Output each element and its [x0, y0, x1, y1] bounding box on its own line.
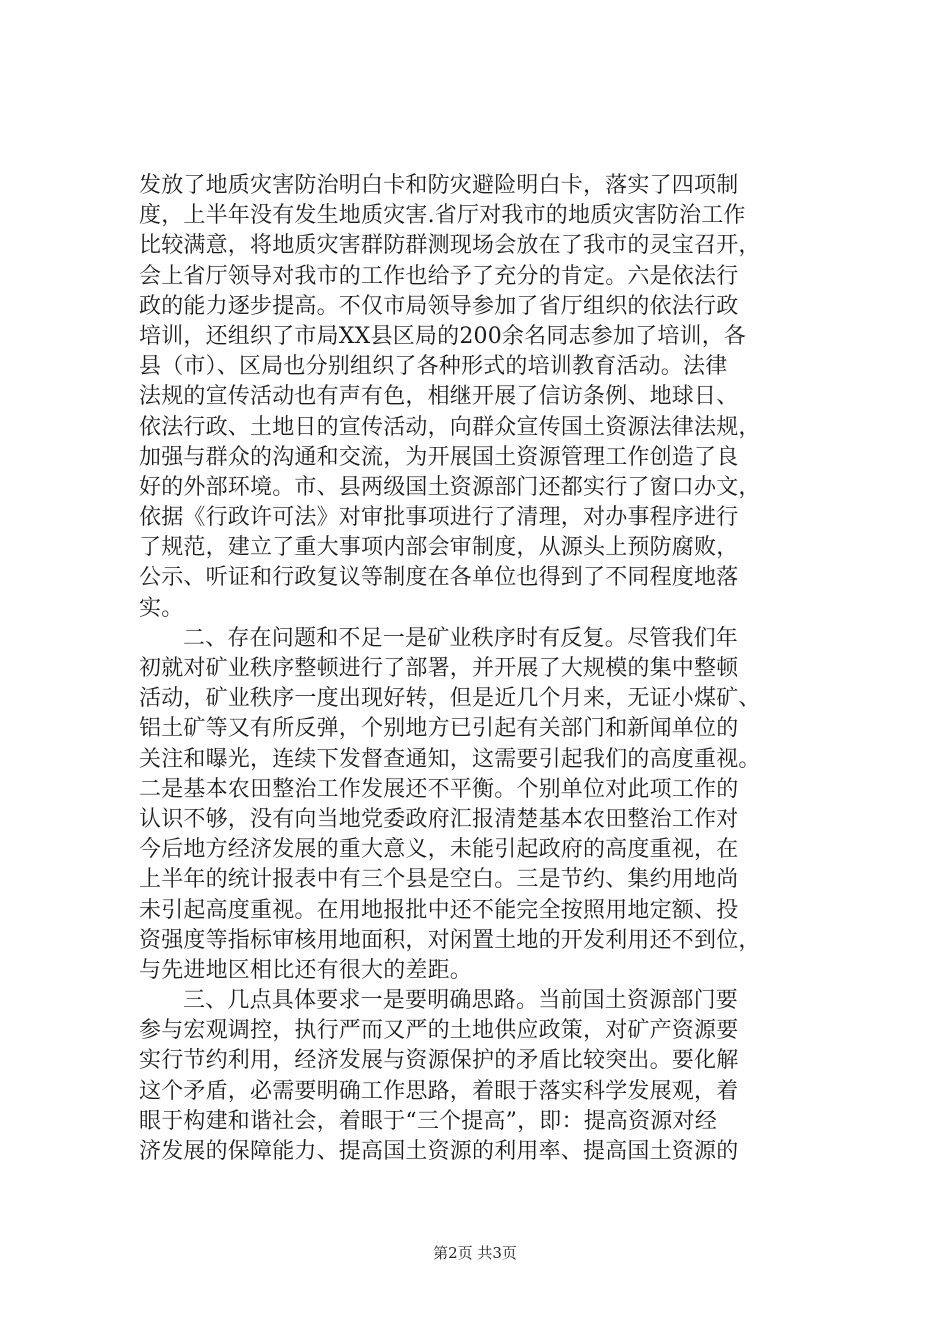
- text-line: 了规范，建立了重大事项内部会审制度，从源头上预防腐败，: [139, 535, 739, 561]
- text-line: 二是基本农田整治工作发展还不平衡。个别单位对此项工作的: [139, 776, 739, 802]
- text-line: 会上省厅领导对我市的工作也给予了充分的肯定。六是依法行: [139, 263, 739, 289]
- text-line: 初就对矿业秩序整顿进行了部署，并开展了大规模的集中整顿: [139, 656, 739, 681]
- text-line: 实行节约利用，经济发展与资源保护的矛盾比较突出。要化解: [139, 1048, 739, 1074]
- text-line: 资强度等指标审核用地面积，对闲置土地的开发利用还不到位，: [139, 927, 761, 953]
- paragraph-start-line: 二、存在问题和不足一是矿业秩序时有反复。尽管我们年: [183, 625, 739, 651]
- text-line: 未引起高度重视。在用地报批中还不能完全按照用地定额、投: [139, 897, 739, 923]
- text-line: 认识不够，没有向当地党委政府汇报清楚基本农田整治工作对: [139, 806, 739, 832]
- text-line: 上半年的统计报表中有三个县是空白。三是节约、集约用地尚: [139, 867, 739, 893]
- paragraph-start-line: 三、几点具体要求一是要明确思路。当前国土资源部门要: [183, 988, 739, 1014]
- text-line: 法规的宣传活动也有声有色，相继开展了信访条例、地球日、: [139, 384, 739, 410]
- text-line: 参与宏观调控，执行严而又严的土地供应政策，对矿产资源要: [139, 1018, 739, 1044]
- text-line: 好的外部环境。市、县两级国土资源部门还都实行了窗口办文，: [139, 474, 761, 500]
- text-line: 依据《行政许可法》对审批事项进行了清理，对办事程序进行: [139, 505, 739, 531]
- text-line: 政的能力逐步提高。不仅市局领导参加了省厅组织的依法行政: [139, 293, 739, 319]
- text-line: 依法行政、土地日的宣传活动，向群众宣传国土资源法律法规，: [139, 414, 761, 440]
- text-line: 加强与群众的沟通和交流，为开展国土资源管理工作创造了良: [139, 444, 739, 470]
- text-line: 发放了地质灾害防治明白卡和防灾避险明白卡，落实了四项制: [139, 173, 739, 198]
- text-line: 培训，还组织了市局XX县区局的200余名同志参加了培训，各: [139, 323, 747, 349]
- text-line: 济发展的保障能力、提高国土资源的利用率、提高国土资源的: [139, 1139, 739, 1164]
- page-footer: 第2页 共3页: [433, 1244, 517, 1262]
- text-line: 县（市）、区局也分别组织了各种形式的培训教育活动。法律: [139, 354, 728, 380]
- text-line: 比较满意，将地质灾害群防群测现场会放在了我市的灵宝召开，: [139, 233, 761, 259]
- text-line: 今后地方经济发展的重大意义，未能引起政府的高度重视，在: [139, 837, 739, 863]
- text-line: 眼于构建和谐社会，着眼于“三个提高”，即：提高资源对经: [139, 1108, 717, 1134]
- text-line: 度，上半年没有发生地质灾害.省厅对我市的地质灾害防治工作: [139, 203, 746, 229]
- text-line: 公示、听证和行政复议等制度在各单位也得到了不同程度地落: [139, 565, 739, 591]
- text-line: 活动，矿业秩序一度出现好转，但是近几个月来，无证小煤矿、: [139, 686, 761, 712]
- text-line: 关注和曝光，连续下发督查通知，这需要引起我们的高度重视。: [139, 746, 761, 772]
- text-line: 这个矛盾，必需要明确工作思路，着眼于落实科学发展观，着: [139, 1078, 739, 1104]
- text-line: 铝土矿等又有所反弹，个别地方已引起有关部门和新闻单位的: [139, 716, 739, 742]
- text-line: 与先进地区相比还有很大的差距。: [139, 957, 473, 983]
- body-text: [139, 171, 839, 1167]
- text-line: 实。: [139, 595, 184, 621]
